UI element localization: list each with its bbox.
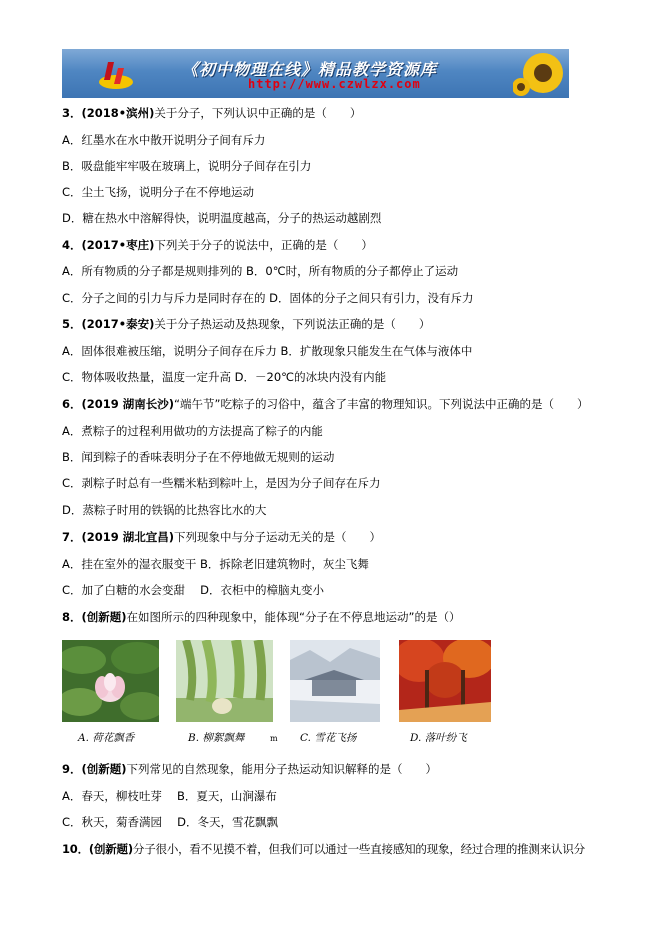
question-3-option-b: B．吸盘能牢牢吸在玻璃上，说明分子间存在引力 — [62, 159, 312, 173]
question-4-options-ab: A．所有物质的分子都是规则排列的 B．0℃时，所有物质的分子都停止了运动 — [62, 264, 459, 278]
question-3-option-c: C．尘土飞扬，说明分子在不停地运动 — [62, 185, 255, 199]
question-6-option-c: C．剥粽子时总有一些糯米粘到粽叶上，是因为分子间存在斥力 — [62, 476, 381, 490]
question-7-options-ab: A．挂在室外的湿衣服变干 B．拆除老旧建筑物时，灰尘飞舞 — [62, 557, 369, 571]
question-4-options-cd: C．分子之间的引力与斥力是同时存在的 D．固体的分子之间只有引力，没有斥力 — [62, 291, 474, 305]
question-text: “端午节”吃粽子的习俗中，蕴含了丰富的物理知识。下列说法中正确的是（ ） — [174, 397, 589, 411]
question-source: (2019 湖南长沙) — [81, 397, 175, 411]
question-8-figure — [62, 640, 492, 752]
sunflower-icon — [513, 51, 565, 97]
question-9-options-ab: A．春天，柳枝吐芽 B．夏天，山涧瀑布 — [62, 789, 277, 803]
question-5-options-ab: A．固体很难被压缩，说明分子间存在斥力 B．扩散现象只能发生在气体与液体中 — [62, 344, 473, 358]
question-source: (2017•枣庄) — [81, 238, 155, 252]
caption-b: B. 柳絮飘舞 — [188, 732, 245, 744]
banner-title: 《初中物理在线》精品教学资源库 — [182, 60, 438, 79]
question-7-options-cd: C．加了白糖的水会变甜 D．衣柜中的樟脑丸变小 — [62, 583, 325, 597]
question-text: 关于分子热运动及热现象，下列说法正确的是（ ） — [154, 317, 431, 331]
question-7-stem — [62, 530, 381, 545]
question-9-stem — [62, 762, 437, 777]
question-text: 下列关于分子的说法中，正确的是（ ） — [154, 238, 373, 252]
willow-photo — [176, 640, 273, 722]
caption-a: A. 荷花飘香 — [78, 732, 135, 744]
site-logo-icon — [98, 58, 134, 90]
question-source: (创新题) — [81, 610, 127, 624]
question-source: (2018•滨州) — [81, 106, 155, 120]
caption-d: D. 落叶纷飞 — [410, 732, 467, 744]
header-banner — [62, 49, 569, 98]
question-text: 下列常见的自然现象，能用分子热运动知识解释的是（ ） — [126, 762, 438, 776]
question-6-stem — [62, 397, 588, 412]
question-6-option-a: A．煮粽子的过程利用做功的方法提高了粽子的内能 — [62, 424, 323, 438]
question-3-option-d: D．糖在热水中溶解得快，说明温度越高，分子的热运动越剧烈 — [62, 211, 382, 225]
question-number: 9． — [62, 762, 82, 776]
question-6-option-d: D．蒸粽子时用的铁锅的比热容比水的大 — [62, 503, 267, 517]
question-number: 7． — [62, 530, 82, 544]
question-text: 下列现象中与分子运动无关的是（ ） — [174, 530, 382, 544]
question-source: (2019 湖北宜昌) — [81, 530, 175, 544]
question-4-stem — [62, 238, 373, 253]
question-9-options-cd: C．秋天，菊香满园 D．冬天，雪花飘飘 — [62, 815, 279, 829]
question-number: 10． — [62, 842, 89, 856]
question-source: (创新题) — [88, 842, 133, 856]
question-source: (2017•泰安) — [81, 317, 155, 331]
lotus-photo — [62, 640, 159, 722]
snow-photo — [290, 640, 380, 722]
question-text: 在如图所示的四种现象中，能体现“分子在不停息地运动”的是（） — [126, 610, 461, 624]
question-text: 关于分子，下列认识中正确的是（ ） — [154, 106, 362, 120]
question-6-option-b: B．闻到粽子的香味表明分子在不停地做无规则的运动 — [62, 450, 335, 464]
question-text: 分子很小，看不见摸不着，但我们可以通过一些直接感知的现象，经过合理的推测来认识分 — [132, 842, 585, 856]
question-5-stem — [62, 317, 430, 332]
caption-c: C. 雪花飞扬 — [300, 732, 357, 744]
question-source: (创新题) — [81, 762, 127, 776]
question-number: 5． — [62, 317, 82, 331]
question-10-stem — [62, 842, 585, 857]
question-number: 3． — [62, 106, 82, 120]
question-number: 4． — [62, 238, 82, 252]
question-number: 8． — [62, 610, 82, 624]
question-8-stem — [62, 610, 460, 625]
question-5-options-cd: C．物体吸收热量，温度一定升高 D．－20℃的冰块内没有内能 — [62, 370, 387, 384]
question-number: 6． — [62, 397, 82, 411]
banner-url[interactable]: http://www.czwlzx.com — [248, 77, 421, 91]
question-3-stem — [62, 106, 361, 121]
stray-mark: m — [270, 734, 278, 743]
question-3-option-a: A．红墨水在水中散开说明分子间有斥力 — [62, 133, 266, 147]
autumn-leaves-photo — [399, 640, 491, 722]
